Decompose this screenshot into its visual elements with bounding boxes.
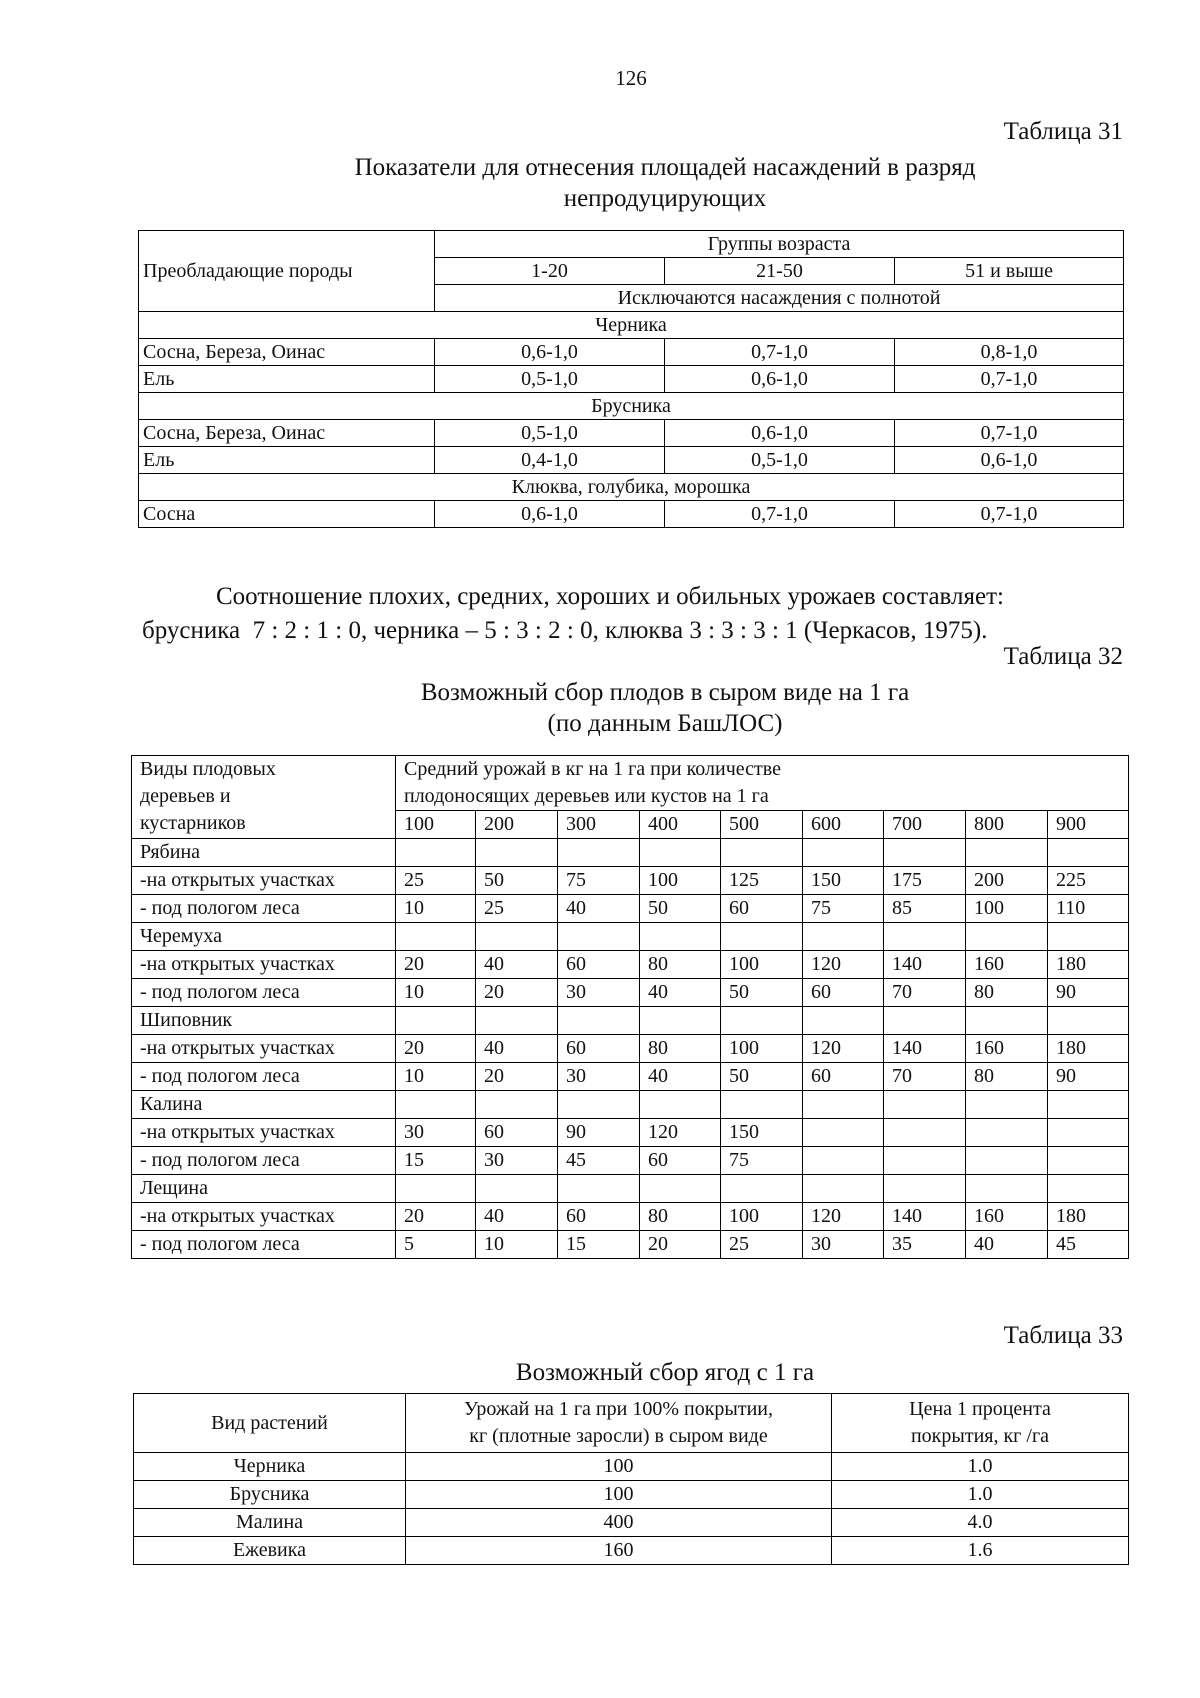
table32-value: 30 (476, 1147, 558, 1175)
table33-label: Таблица 33 (1003, 1322, 1123, 1349)
table32-value: 25 (721, 1231, 803, 1259)
table31-title (0, 152, 1200, 214)
table32-value: 90 (558, 1119, 640, 1147)
table31-value: 0,7-1,0 (895, 366, 1124, 393)
table31-value: 0,6-1,0 (665, 420, 895, 447)
table31-species: Сосна, Береза, Оинас (139, 339, 435, 366)
table33-price: 1.0 (832, 1481, 1129, 1509)
table32-empty-cell (476, 839, 558, 867)
table32-value: 100 (721, 1203, 803, 1231)
table32-header-species-line: деревьев и (140, 785, 231, 807)
table33-yield: 400 (406, 1509, 832, 1537)
table32-value: 50 (476, 867, 558, 895)
table32-empty-cell (1048, 839, 1129, 867)
table32-empty-cell (803, 839, 884, 867)
table32-group-row (132, 923, 1129, 951)
table32-value: 30 (396, 1119, 476, 1147)
table32-empty-cell (476, 1091, 558, 1119)
table32-value: 90 (1048, 979, 1129, 1007)
table32-empty-cell (966, 839, 1048, 867)
table32-value: 120 (803, 951, 884, 979)
page-number: 126 (615, 66, 647, 90)
table31-title-line1: Показатели для отнесения площадей насаждений в разряд (354, 154, 976, 181)
table31-value: 0,6-1,0 (435, 501, 665, 528)
table31-value: 0,6-1,0 (435, 339, 665, 366)
table31-value: 0,7-1,0 (895, 501, 1124, 528)
table31-age-group: 21-50 (665, 258, 895, 285)
table32-group-name: Шиповник (132, 1007, 396, 1035)
table32-value: 100 (640, 867, 721, 895)
table33-yield: 160 (406, 1537, 832, 1565)
table32-condition-label: -на открытых участках (132, 1035, 396, 1063)
table32-value: 60 (476, 1119, 558, 1147)
table32-value: 140 (884, 1203, 966, 1231)
table32-value: 80 (640, 1035, 721, 1063)
table32-empty-cell (803, 1091, 884, 1119)
table32-empty-cell (966, 923, 1048, 951)
table32-value: 5 (396, 1231, 476, 1259)
table32-condition-label: - под пологом леса (132, 1063, 396, 1091)
table32-empty-cell (558, 923, 640, 951)
table31-value: 0,4-1,0 (435, 447, 665, 474)
table32-value: 120 (803, 1203, 884, 1231)
table32-value: 225 (1048, 867, 1129, 895)
table32-value: 10 (396, 1063, 476, 1091)
table32-value: 45 (558, 1147, 640, 1175)
table32-value: 90 (1048, 1063, 1129, 1091)
table31-value: 0,5-1,0 (435, 420, 665, 447)
table31-value: 0,7-1,0 (665, 501, 895, 528)
table32-value: 100 (966, 895, 1048, 923)
table32-empty-cell (476, 1007, 558, 1035)
table31-header-age-groups: Группы возраста (435, 231, 1124, 258)
table32-empty-cell (721, 839, 803, 867)
table32-value: 10 (396, 979, 476, 1007)
table32-header-yield-line: плодоносящих деревьев или кустов на 1 га (404, 785, 769, 807)
table31-section-name: Клюква, голубика, морошка (139, 474, 1124, 501)
table31-value: 0,7-1,0 (665, 339, 895, 366)
table32-empty-cell (558, 1175, 640, 1203)
table31-value: 0,8-1,0 (895, 339, 1124, 366)
table33-row (134, 1481, 1129, 1509)
table32-empty-cell (640, 923, 721, 951)
table32-value: 30 (558, 1063, 640, 1091)
table32-empty-cell (803, 1175, 884, 1203)
table32-value: 200 (966, 867, 1048, 895)
ratio-paragraph-line2: брусника 7 : 2 : 1 : 0, черника – 5 : 3 : 2 : 0, клюква 3 : 3 : 3 : 1 (Черкасов, 1975). (142, 617, 988, 644)
table32-empty-cell (884, 923, 966, 951)
table31-species: Ель (139, 366, 435, 393)
table32-row (132, 1231, 1129, 1259)
table32-value: 20 (396, 1035, 476, 1063)
table31-value: 0,5-1,0 (435, 366, 665, 393)
table32-value: 45 (1048, 1231, 1129, 1259)
table33-species: Ежевика (134, 1537, 406, 1565)
table32-condition-label: - под пологом леса (132, 979, 396, 1007)
table32-value (1048, 1147, 1129, 1175)
table32-label: Таблица 32 (1003, 643, 1123, 670)
table32-value: 35 (884, 1231, 966, 1259)
table31-row (139, 420, 1124, 447)
table32-count: 300 (558, 811, 640, 839)
table32-value: 60 (803, 979, 884, 1007)
table31-species: Ель (139, 447, 435, 474)
table32-value: 60 (558, 951, 640, 979)
table32-empty-cell (396, 1175, 476, 1203)
table31-section-name: Брусника (139, 393, 1124, 420)
table33-price: 1.0 (832, 1453, 1129, 1481)
table32-header-species-line: кустарников (140, 812, 246, 834)
table32-count: 600 (803, 811, 884, 839)
table31-section-row (139, 312, 1124, 339)
table32-value: 140 (884, 951, 966, 979)
table32-empty-cell (396, 1091, 476, 1119)
table31-label: Таблица 31 (1003, 118, 1123, 145)
table32-empty-cell (396, 839, 476, 867)
table33-header-yield-line: кг (плотные заросли) в сыром виде (469, 1425, 768, 1447)
table32-value: 110 (1048, 895, 1129, 923)
table32-count: 700 (884, 811, 966, 839)
table33-header-yield (406, 1394, 832, 1453)
table32-empty-cell (884, 1175, 966, 1203)
table32-empty-cell (966, 1007, 1048, 1035)
table32-empty-cell (884, 839, 966, 867)
table32-count: 100 (396, 811, 476, 839)
table32-value (966, 1119, 1048, 1147)
table32-value: 20 (396, 951, 476, 979)
table33 (133, 1393, 1129, 1565)
table32-value: 20 (640, 1231, 721, 1259)
table32-value: 60 (803, 1063, 884, 1091)
table33-header-price-line: Цена 1 процента (909, 1398, 1051, 1420)
table32-count: 900 (1048, 811, 1129, 839)
table32-value: 30 (558, 979, 640, 1007)
table32-count: 400 (640, 811, 721, 839)
table32-empty-cell (884, 1007, 966, 1035)
table31-section-row (139, 474, 1124, 501)
table31-age-group: 1-20 (435, 258, 665, 285)
table32-value: 20 (396, 1203, 476, 1231)
table32-value: 40 (640, 1063, 721, 1091)
table32-empty-cell (721, 1175, 803, 1203)
table32-value: 75 (721, 1147, 803, 1175)
table32-empty-cell (721, 1091, 803, 1119)
table31 (138, 230, 1124, 528)
table32-row (132, 979, 1129, 1007)
table32-value (884, 1147, 966, 1175)
table31-row (139, 366, 1124, 393)
table32-empty-cell (476, 923, 558, 951)
table32-value: 50 (721, 979, 803, 1007)
table32-empty-cell (558, 1007, 640, 1035)
table32-title-line1: Возможный сбор плодов в сыром виде на 1 га (420, 679, 910, 706)
table32-value: 150 (721, 1119, 803, 1147)
table32-empty-cell (1048, 1175, 1129, 1203)
table31-row (139, 339, 1124, 366)
table32-value: 80 (640, 951, 721, 979)
table32-title (0, 677, 1200, 739)
table31-value: 0,6-1,0 (665, 366, 895, 393)
table32-value: 40 (640, 979, 721, 1007)
table33-header-yield-line: Урожай на 1 га при 100% покрытии, (463, 1398, 774, 1420)
table32-empty-cell (721, 923, 803, 951)
table31-section-name: Черника (139, 312, 1124, 339)
table31-value: 0,7-1,0 (895, 420, 1124, 447)
table32-group-name: Лещина (132, 1175, 396, 1203)
table32-empty-cell (1048, 923, 1129, 951)
table32-row (132, 1119, 1129, 1147)
table32-value: 50 (721, 1063, 803, 1091)
table32-empty-cell (558, 839, 640, 867)
table31-value: 0,5-1,0 (665, 447, 895, 474)
table32-condition-label: -на открытых участках (132, 1119, 396, 1147)
table31-species: Сосна (139, 501, 435, 528)
table32-group-name: Калина (132, 1091, 396, 1119)
table33-species: Малина (134, 1509, 406, 1537)
table32-value (803, 1147, 884, 1175)
table32-empty-cell (884, 1091, 966, 1119)
table32-row (132, 951, 1129, 979)
table32-value: 150 (803, 867, 884, 895)
table32-value: 60 (558, 1203, 640, 1231)
table32-group-row (132, 1007, 1129, 1035)
table32-empty-cell (803, 923, 884, 951)
table32-value: 80 (640, 1203, 721, 1231)
table32-header-species (132, 756, 396, 839)
table32-empty-cell (396, 1007, 476, 1035)
table32-empty-cell (640, 1091, 721, 1119)
table32-value: 100 (721, 1035, 803, 1063)
table32-value: 160 (966, 951, 1048, 979)
table31-header-excluded: Исключаются насаждения с полнотой (435, 285, 1124, 312)
table32-empty-cell (1048, 1007, 1129, 1035)
table33-row (134, 1509, 1129, 1537)
table32-value: 120 (640, 1119, 721, 1147)
table33-price: 4.0 (832, 1509, 1129, 1537)
table32-value: 140 (884, 1035, 966, 1063)
table33-price: 1.6 (832, 1537, 1129, 1565)
table32-empty-cell (640, 1175, 721, 1203)
table32-empty-cell (966, 1175, 1048, 1203)
table32-row (132, 1035, 1129, 1063)
table32-header-species-line: Виды плодовых (140, 758, 276, 780)
table33-yield: 100 (406, 1481, 832, 1509)
table31-age-group: 51 и выше (895, 258, 1124, 285)
table32-value: 60 (558, 1035, 640, 1063)
table32-value: 40 (476, 1035, 558, 1063)
table32-count: 500 (721, 811, 803, 839)
table32-condition-label: -на открытых участках (132, 867, 396, 895)
table32-value: 25 (476, 895, 558, 923)
table32-value: 50 (640, 895, 721, 923)
table33-species: Черника (134, 1453, 406, 1481)
table32-empty-cell (1048, 1091, 1129, 1119)
table33-species: Брусника (134, 1481, 406, 1509)
table32-value (1048, 1119, 1129, 1147)
table32-group-row (132, 839, 1129, 867)
table32-value: 160 (966, 1035, 1048, 1063)
table32 (131, 755, 1129, 1259)
table33-header-price-line: покрытия, кг /га (910, 1425, 1050, 1447)
table32-header-yield-line: Средний урожай в кг на 1 га при количестве (404, 758, 781, 780)
table32-empty-cell (476, 1175, 558, 1203)
table32-value: 180 (1048, 1203, 1129, 1231)
table31-row (139, 447, 1124, 474)
table31-value: 0,6-1,0 (895, 447, 1124, 474)
table32-value: 15 (396, 1147, 476, 1175)
table32-value: 125 (721, 867, 803, 895)
table32-value: 175 (884, 867, 966, 895)
table33-title: Возможный сбор ягод с 1 га (515, 1359, 815, 1386)
table31-header-species: Преобладающие породы (139, 231, 435, 312)
table32-row (132, 895, 1129, 923)
table33-header-species: Вид растений (134, 1394, 406, 1453)
table32-value: 180 (1048, 1035, 1129, 1063)
table32-row (132, 1063, 1129, 1091)
table32-group-name: Черемуха (132, 923, 396, 951)
table32-value: 40 (476, 951, 558, 979)
table32-value: 40 (966, 1231, 1048, 1259)
table32-value: 30 (803, 1231, 884, 1259)
table32-value: 60 (640, 1147, 721, 1175)
table32-value: 120 (803, 1035, 884, 1063)
table32-count: 200 (476, 811, 558, 839)
table32-value: 20 (476, 1063, 558, 1091)
table32-empty-cell (721, 1007, 803, 1035)
table32-value: 40 (476, 1203, 558, 1231)
table32-value: 75 (803, 895, 884, 923)
table32-condition-label: - под пологом леса (132, 1147, 396, 1175)
table33-yield: 100 (406, 1453, 832, 1481)
table32-condition-label: - под пологом леса (132, 895, 396, 923)
table32-value (966, 1147, 1048, 1175)
table32-value: 20 (476, 979, 558, 1007)
table32-group-name: Рябина (132, 839, 396, 867)
table33-row (134, 1537, 1129, 1565)
table32-value: 160 (966, 1203, 1048, 1231)
table32-group-row (132, 1175, 1129, 1203)
table32-value: 70 (884, 1063, 966, 1091)
table32-value: 70 (884, 979, 966, 1007)
table32-empty-cell (396, 923, 476, 951)
table31-title-line2: непродуцирующих (563, 185, 767, 212)
table32-value (884, 1119, 966, 1147)
table32-value: 100 (721, 951, 803, 979)
table33-row (134, 1453, 1129, 1481)
table32-value: 180 (1048, 951, 1129, 979)
table32-value: 25 (396, 867, 476, 895)
table32-condition-label: - под пологом леса (132, 1231, 396, 1259)
table32-condition-label: -на открытых участках (132, 1203, 396, 1231)
table32-value (803, 1119, 884, 1147)
table32-value: 60 (721, 895, 803, 923)
table32-value: 15 (558, 1231, 640, 1259)
table32-title-line2: (по данным БашЛОС) (547, 710, 783, 737)
table32-value: 40 (558, 895, 640, 923)
table32-empty-cell (558, 1091, 640, 1119)
table32-count: 800 (966, 811, 1048, 839)
table32-empty-cell (803, 1007, 884, 1035)
table32-value: 75 (558, 867, 640, 895)
table33-header-price (832, 1394, 1129, 1453)
table32-header-yield (396, 756, 1129, 811)
table32-value: 80 (966, 1063, 1048, 1091)
table32-value: 10 (396, 895, 476, 923)
table31-species: Сосна, Береза, Оинас (139, 420, 435, 447)
table32-empty-cell (966, 1091, 1048, 1119)
table32-row (132, 1203, 1129, 1231)
table32-row (132, 867, 1129, 895)
ratio-paragraph (142, 580, 1120, 648)
table32-empty-cell (640, 839, 721, 867)
table32-empty-cell (640, 1007, 721, 1035)
table32-group-row (132, 1091, 1129, 1119)
table32-value: 85 (884, 895, 966, 923)
table32-condition-label: -на открытых участках (132, 951, 396, 979)
table32-value: 80 (966, 979, 1048, 1007)
ratio-paragraph-line1: Соотношение плохих, средних, хороших и обильных урожаев составляет: (216, 583, 1004, 610)
table31-section-row (139, 393, 1124, 420)
table32-value: 10 (476, 1231, 558, 1259)
table31-row (139, 501, 1124, 528)
table32-row (132, 1147, 1129, 1175)
